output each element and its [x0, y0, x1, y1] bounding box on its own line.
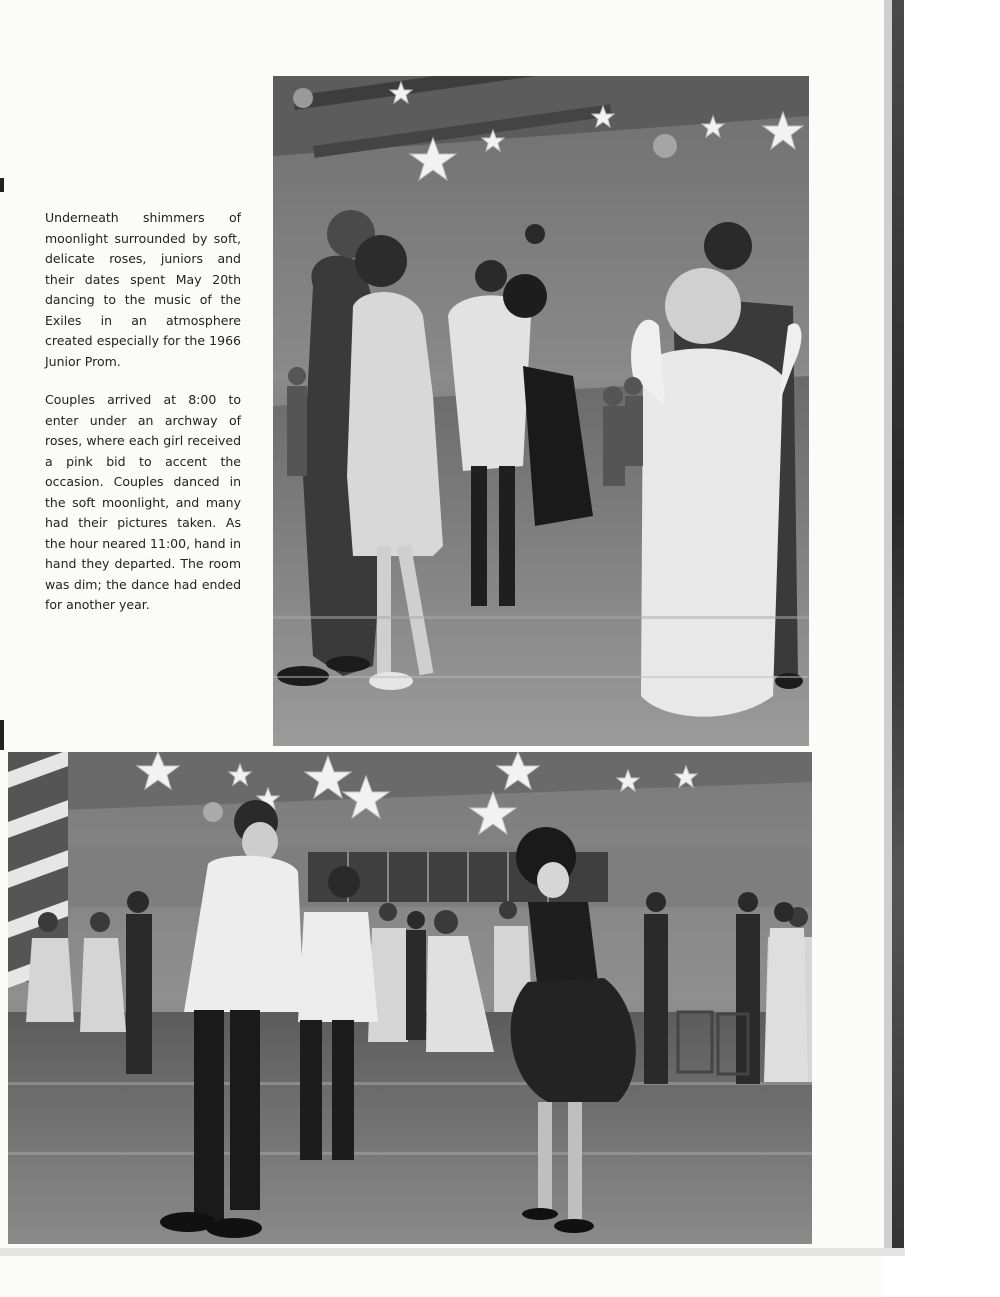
page-edge-shadow — [892, 0, 904, 1255]
page-fold — [0, 1248, 905, 1256]
prom-photo-bottom — [8, 752, 812, 1244]
caption-paragraph: Underneath shimmers of moonlight surrounded by soft, delicate roses, juniors and their dates spent May 20th dancing to the music of the Exiles in an atmosphere created especially for the 1966 Junior Prom. — [45, 210, 241, 369]
caption-paragraph: Couples arrived at 8:00 to enter under an archway of roses, where each girl received a pink bid to accent the occasion. Couples danced in the soft moonlight, and many had their pictures taken. As the hour neared 11:00, hand in hand they departed. The room was dim; the dance had ended for another year. — [45, 392, 241, 612]
binding-mark — [0, 178, 4, 192]
story-caption — [45, 208, 241, 634]
binding-mark — [0, 720, 4, 750]
prom-photo-top — [273, 76, 809, 746]
